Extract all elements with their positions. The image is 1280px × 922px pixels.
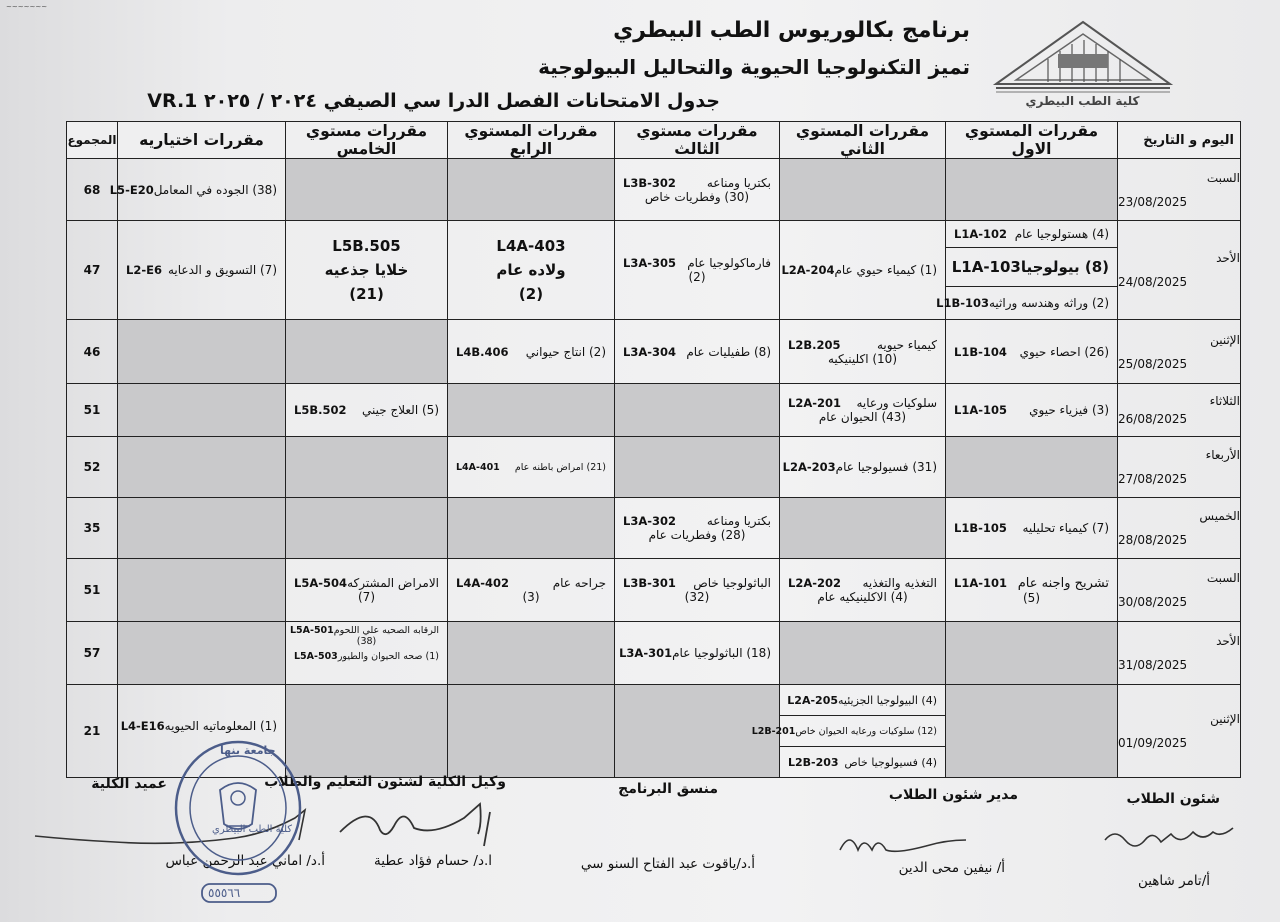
exam-cell: (2) انتاج حيواني L4B.406 xyxy=(448,320,615,384)
table-row xyxy=(67,320,1241,384)
col-header-day: اليوم و التاريخ xyxy=(1118,122,1241,159)
signature-title-dean: عميد الكلية xyxy=(91,776,167,792)
empty-cell xyxy=(448,498,615,559)
empty-cell xyxy=(615,384,780,437)
table-row xyxy=(67,384,1241,437)
exam-cell: الباثولوجيا خاص L3B-301 (32) xyxy=(615,559,780,622)
table-row xyxy=(67,559,1241,622)
signature-scribble-icon xyxy=(1100,822,1240,852)
empty-cell xyxy=(118,437,286,498)
program-subtitle: تميز التكنولوجيا الحيوية والتحاليل البيولوجية xyxy=(538,55,970,79)
empty-cell xyxy=(286,320,448,384)
table-row xyxy=(67,159,1241,221)
date-cell: السبت 30/08/2025 xyxy=(1118,559,1241,622)
empty-cell xyxy=(946,622,1118,685)
total-cell: 68 xyxy=(67,159,118,221)
col-header-total: المجموع xyxy=(67,122,118,159)
signature-title-director: مدير شئون الطلاب xyxy=(888,787,1018,803)
table-row xyxy=(67,622,1241,685)
stamp-bottom-text: كلية الطب البيطري xyxy=(212,824,293,835)
date-cell: الإثنين 25/08/2025 xyxy=(1118,320,1241,384)
total-cell: 47 xyxy=(67,221,118,320)
program-title: برنامج بكالوريوس الطب البيطري xyxy=(613,18,970,43)
exam-cell: الامراض المشتركه L5A-504 (7) xyxy=(286,559,448,622)
exam-cell: فارماكولوجيا عام L3A-305 (2) xyxy=(615,221,780,320)
date-cell: الخميس 28/08/2025 xyxy=(1118,498,1241,559)
signature-title-student-affairs: شئون الطلاب xyxy=(1126,791,1220,807)
empty-cell xyxy=(448,622,615,685)
empty-cell xyxy=(118,320,286,384)
exam-cell: (8) طفيليات عام L3A-304 xyxy=(615,320,780,384)
empty-cell xyxy=(118,384,286,437)
empty-cell xyxy=(780,498,946,559)
empty-cell xyxy=(118,622,286,685)
total-cell: 57 xyxy=(67,622,118,685)
empty-cell xyxy=(286,498,448,559)
exam-cell: (31) فسيولوجيا عام L2A-203 xyxy=(780,437,946,498)
empty-cell xyxy=(780,159,946,221)
total-cell: 52 xyxy=(67,437,118,498)
exam-cell: كيمياء حيويه L2B.205 (10) اكلينيكيه xyxy=(780,320,946,384)
logo-caption: كلية الطب البيطري xyxy=(1025,94,1140,108)
empty-cell xyxy=(946,685,1118,778)
exam-cell: (7) كيمياء تحليليه L1B-105 xyxy=(946,498,1118,559)
date-cell: السبت 23/08/2025 xyxy=(1118,159,1241,221)
empty-cell xyxy=(286,685,448,778)
empty-cell xyxy=(448,159,615,221)
exam-cell: التغذيه والتغذيه L2A-202 (4) الاكلينيكيه عام xyxy=(780,559,946,622)
table-row xyxy=(67,221,1241,320)
total-cell: 21 xyxy=(67,685,118,778)
table-row xyxy=(67,437,1241,498)
corner-note: ~~~~~~~ xyxy=(6,3,48,11)
signature-name-coordinator: أ.د/ياقوت عبد الفتاح السنو سي xyxy=(580,856,755,872)
total-cell: 46 xyxy=(67,320,118,384)
exam-cell: (18) الباثولوجيا عام L3A-301 xyxy=(615,622,780,685)
exam-cell: (5) العلاج جيني L5B.502 xyxy=(286,384,448,437)
empty-cell xyxy=(615,437,780,498)
exam-cell: جراحه عام L4A-402 (3) xyxy=(448,559,615,622)
exam-cell: تشريح واجنه عام L1A-101 (5) xyxy=(946,559,1118,622)
col-header-level4: مقررات المستوي الرابع xyxy=(448,122,615,159)
signature-name-dean: أ.د/ اماني عبد الرحمن عباس xyxy=(165,853,325,869)
exam-cell: (3) فيزياء حيوي L1A-105 xyxy=(946,384,1118,437)
exam-cell: (4) هستولوجيا عام L1A-102 (8) بيولوجيا L1A-103 (2) وراثه وهندسه وراثيه L1B-103 xyxy=(946,221,1118,320)
col-header-level5: مقررات مستوي الخامس xyxy=(286,122,448,159)
col-header-elective: مقررات اختياريه xyxy=(118,122,286,159)
exam-cell: سلوكيات ورعايه L2A-201 (43) الحيوان عام xyxy=(780,384,946,437)
date-cell: الإثنين 01/09/2025 xyxy=(1118,685,1241,778)
exam-cell: (1) كيمياء حيوي عام L2A-204 xyxy=(780,221,946,320)
signature-name-director: أ/ نيفين محى الدين xyxy=(898,860,1005,876)
empty-cell xyxy=(946,437,1118,498)
empty-cell xyxy=(780,622,946,685)
official-stamp-icon xyxy=(172,738,304,908)
exam-cell: L5B.505 خلايا جذعيه (21) xyxy=(286,221,448,320)
col-header-level1: مقررات المستوي الاول xyxy=(946,122,1118,159)
stamp-top-text: جامعة بنها xyxy=(220,744,276,757)
exam-cell: (21) امراض باطنه عام L4A-401 xyxy=(448,437,615,498)
total-cell: 51 xyxy=(67,559,118,622)
exam-cell: (7) التسويق و الدعايه L2-E6 xyxy=(118,221,286,320)
signature-name-student-affairs: أ/تامر شاهين xyxy=(1137,873,1210,889)
empty-cell xyxy=(286,437,448,498)
exam-cell: بكتريا ومناعه L3A-302 (28) وفطريات عام xyxy=(615,498,780,559)
signature-scribble-icon xyxy=(835,822,975,858)
empty-cell xyxy=(946,159,1118,221)
exam-cell: الرقابه الصحيه علي اللحوم L5A-501 (38) (1) صحه الحيوان والطيور L5A-503 xyxy=(286,622,448,685)
exam-cell: L4A-403 ولاده عام (2) xyxy=(448,221,615,320)
signature-title-coordinator: منسق البرنامج xyxy=(618,781,718,797)
empty-cell xyxy=(118,498,286,559)
empty-cell xyxy=(448,384,615,437)
exam-cell: (38) الجوده في المعامل L5-E20 xyxy=(118,159,286,221)
date-cell: الأحد 31/08/2025 xyxy=(1118,622,1241,685)
schedule-title: جدول الامتحانات الفصل الدرا سي الصيفي ٢٠٢٤ / ٢٠٢٥ VR.1 xyxy=(147,90,720,112)
exam-cell: (1) المعلوماتيه الحيويه L4-E16 xyxy=(118,685,286,778)
exam-cell: (4) البيولوجيا الجزيئيه L2A-205 (12) سلوكيات ورعايه الحيوان خاص L2B-201 (4) فسيولوجيا خاص L2B-203 xyxy=(780,685,946,778)
table-header-row xyxy=(67,122,1241,159)
stamp-number: ٥٥٥٦٦ xyxy=(208,886,241,900)
table-row xyxy=(67,498,1241,559)
total-cell: 51 xyxy=(67,384,118,437)
col-header-level2: مقررات المستوي الثاني xyxy=(780,122,946,159)
total-cell: 35 xyxy=(67,498,118,559)
col-header-level3: مقررات مستوي الثالث xyxy=(615,122,780,159)
empty-cell xyxy=(448,685,615,778)
date-cell: الأحد 24/08/2025 xyxy=(1118,221,1241,320)
signature-name-vice-dean: ا.د/ حسام فؤاد عطية xyxy=(374,853,492,869)
signature-title-vice-dean: وكيل الكلية لشئون التعليم والطلاب xyxy=(264,774,506,790)
date-cell: الثلاثاء 26/08/2025 xyxy=(1118,384,1241,437)
exam-cell: (26) احصاء حيوي L1B-104 xyxy=(946,320,1118,384)
exam-schedule-table xyxy=(66,121,1241,778)
empty-cell xyxy=(286,159,448,221)
empty-cell xyxy=(118,559,286,622)
exam-cell: بكتريا ومناعه L3B-302 (30) وفطريات خاص xyxy=(615,159,780,221)
signature-scribble-icon xyxy=(330,800,530,850)
date-cell: الأربعاء 27/08/2025 xyxy=(1118,437,1241,498)
